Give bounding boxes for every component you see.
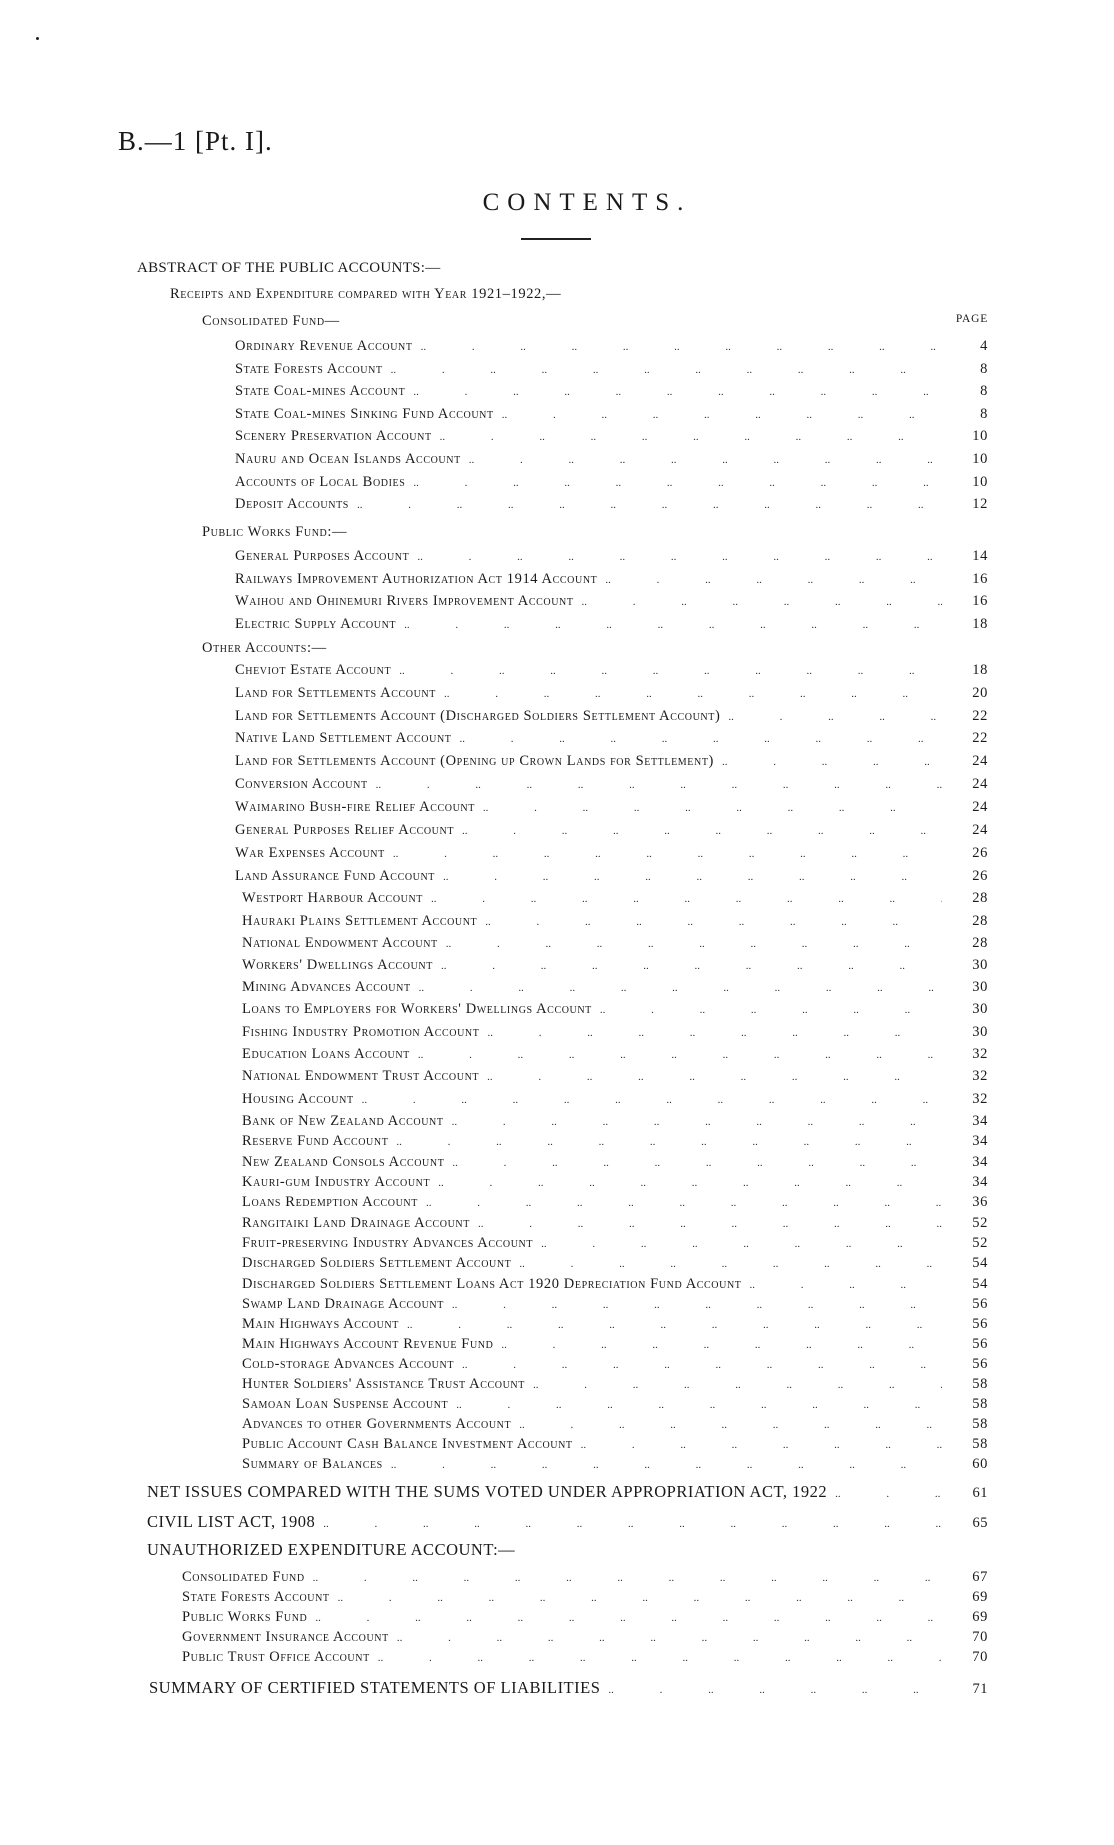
- dot-leader: [605, 570, 942, 590]
- entry-label: National Endowment Account: [242, 935, 438, 951]
- entry-label: State Forests Account: [235, 360, 383, 377]
- dot-leader: [487, 1023, 942, 1043]
- entry-page-number: 10: [972, 428, 988, 445]
- entry-page-number: 58: [972, 1436, 988, 1452]
- dot-leader: [446, 934, 942, 954]
- dot-leader: [444, 684, 942, 704]
- entry-page-number: 56: [972, 1296, 988, 1312]
- entry-page-number: 8: [980, 405, 988, 422]
- dot-leader: [397, 1628, 942, 1648]
- dot-leader: [478, 1214, 942, 1234]
- entry-page-number: 30: [972, 1001, 988, 1017]
- entry-label: Public Account Cash Balance Investment Account: [242, 1436, 573, 1452]
- dot-leader: [438, 1173, 942, 1193]
- entry-label: Cold-storage Advances Account: [242, 1356, 455, 1372]
- contents-entry: [242, 1044, 988, 1064]
- dot-leader: [485, 912, 942, 932]
- contents-entry: [235, 404, 988, 424]
- dot-leader: [582, 592, 942, 612]
- dot-leader: [396, 1132, 942, 1152]
- contents-entry: [235, 751, 988, 771]
- entry-page-number: 30: [972, 957, 988, 973]
- entry-page-number: 28: [972, 913, 988, 929]
- entry-label: Hunter Soldiers' Assistance Trust Account: [242, 1376, 525, 1392]
- entry-label: Reserve Fund Account: [242, 1133, 389, 1149]
- entry-label: Nauru and Ocean Islands Account: [235, 451, 461, 467]
- dot-leader: [728, 707, 942, 727]
- entry-page-number: 16: [972, 570, 988, 587]
- entry-label: State Forests Account: [182, 1589, 330, 1605]
- entry-label: Accounts of Local Bodies: [235, 473, 406, 490]
- contents-entry: [242, 1374, 988, 1394]
- contents-entry: [235, 569, 988, 589]
- entry-page-number: 26: [972, 868, 988, 884]
- entry-page-number: 18: [972, 662, 988, 678]
- entry-page-number: 60: [972, 1456, 988, 1472]
- contents-entry: [242, 999, 988, 1019]
- entry-label: National Endowment Trust Account: [242, 1068, 480, 1084]
- entry-label: Discharged Soldiers Settlement Account: [242, 1255, 512, 1271]
- title-rule: [521, 238, 591, 240]
- entry-label: State Coal-mines Sinking Fund Account: [235, 405, 494, 422]
- entry-label: Loans to Employers for Workers' Dwellings Account: [242, 1001, 592, 1017]
- entry-label: New Zealand Consols Account: [242, 1154, 445, 1170]
- dot-leader: [431, 889, 942, 909]
- entry-label: Discharged Soldiers Settlement Loans Act 1920 Depreciation Fund Account: [242, 1276, 742, 1292]
- consolidated-fund-heading: Consolidated Fund—: [202, 313, 340, 329]
- entry-label: Native Land Settlement Account: [235, 730, 452, 746]
- contents-entry: [242, 1172, 988, 1192]
- entry-label: Westport Harbour Account: [242, 890, 424, 906]
- contents-entry-summary: [149, 1678, 988, 1698]
- entry-page-number: 16: [972, 593, 988, 610]
- dot-leader: [404, 615, 942, 635]
- entry-page-number: 36: [972, 1194, 988, 1210]
- contents-entry: [242, 888, 988, 908]
- entry-page-number: 24: [972, 799, 988, 815]
- page-speck: [36, 37, 39, 40]
- contents-entry: [235, 706, 988, 726]
- contents-entry: [182, 1627, 988, 1647]
- dot-leader: [315, 1608, 942, 1628]
- entry-label: General Purposes Account: [235, 548, 410, 564]
- dot-leader: [452, 1112, 942, 1132]
- contents-entry: [235, 336, 988, 356]
- entry-label: Cheviot Estate Account: [235, 662, 392, 678]
- entry-page-number: 69: [972, 1589, 988, 1605]
- entry-label: Land for Settlements Account: [235, 685, 436, 701]
- dot-leader: [469, 450, 942, 470]
- contents-entry: [235, 546, 988, 566]
- abstract-heading: ABSTRACT OF THE PUBLIC ACCOUNTS:—: [137, 260, 441, 276]
- entry-label: Kauri-gum Industry Account: [242, 1174, 431, 1190]
- dot-leader: [323, 1514, 942, 1534]
- dot-leader: [443, 867, 942, 887]
- entry-page-number: 58: [972, 1376, 988, 1392]
- entry-page-number: 30: [972, 1024, 988, 1040]
- contents-entry: [242, 1111, 988, 1131]
- dot-leader: [313, 1568, 942, 1588]
- dot-leader: [391, 360, 942, 380]
- entry-label: Public Trust Office Account: [182, 1649, 370, 1665]
- entry-page-number: 34: [972, 1154, 988, 1170]
- entry-label: Mining Advances Account: [242, 979, 411, 995]
- contents-entry-civil-list: [147, 1512, 988, 1532]
- contents-entry: [235, 426, 988, 446]
- dot-leader: [391, 1455, 942, 1475]
- entry-label: Scenery Preservation Account: [235, 428, 432, 445]
- dot-leader: [440, 427, 942, 447]
- entry-label: NET ISSUES COMPARED WITH THE SUMS VOTED UNDER APPROPRIATION ACT, 1922: [147, 1482, 828, 1501]
- dot-leader: [581, 1435, 942, 1455]
- contents-entry: [242, 1131, 988, 1151]
- contents-entry: [235, 359, 988, 379]
- dot-leader: [441, 956, 942, 976]
- contents-entry: [182, 1607, 988, 1627]
- page-title: CONTENTS.: [482, 189, 692, 216]
- contents-entry: [242, 1354, 988, 1374]
- entry-label: Main Highways Account Revenue Fund: [242, 1336, 494, 1352]
- contents-entry: [242, 1213, 988, 1233]
- dot-leader: [413, 382, 942, 402]
- entry-page-number: 65: [972, 1515, 988, 1531]
- dot-leader: [533, 1375, 942, 1395]
- contents-entry: [235, 728, 988, 748]
- entry-page-number: 67: [972, 1569, 988, 1585]
- entry-label: Loans Redemption Account: [242, 1194, 418, 1210]
- entry-page-number: 58: [972, 1396, 988, 1412]
- dot-leader: [452, 1153, 942, 1173]
- entry-page-number: 52: [972, 1235, 988, 1251]
- entry-page-number: 52: [972, 1215, 988, 1231]
- entry-label: Housing Account: [242, 1091, 354, 1107]
- entry-page-number: 10: [972, 473, 988, 490]
- entry-page-number: 18: [972, 615, 988, 632]
- entry-label: Land Assurance Fund Account: [235, 868, 436, 884]
- entry-page-number: 34: [972, 1113, 988, 1129]
- dot-leader: [399, 661, 942, 681]
- entry-page-number: 22: [972, 708, 988, 724]
- document-reference: B.—1 [Pt. I].: [118, 126, 273, 156]
- contents-entry: [242, 1294, 988, 1314]
- entry-page-number: 70: [972, 1649, 988, 1665]
- contents-entry: [235, 472, 988, 492]
- contents-entry: [235, 591, 988, 611]
- contents-entry: [242, 1334, 988, 1354]
- entry-page-number: 32: [972, 1068, 988, 1084]
- dot-leader: [456, 1395, 942, 1415]
- entry-label: Bank of New Zealand Account: [242, 1113, 444, 1129]
- dot-leader: [519, 1254, 942, 1274]
- dot-leader: [426, 1193, 942, 1213]
- entry-page-number: 24: [972, 753, 988, 769]
- contents-entry: [242, 1314, 988, 1334]
- contents-entry: [242, 911, 988, 931]
- contents-entry: [242, 1022, 988, 1042]
- contents-entry: [235, 683, 988, 703]
- entry-label: Government Insurance Account: [182, 1629, 389, 1645]
- dot-leader: [378, 1648, 942, 1668]
- contents-entry: [235, 820, 988, 840]
- contents-entry: [235, 797, 988, 817]
- entry-label: Hauraki Plains Settlement Account: [242, 913, 478, 929]
- contents-entry: [182, 1587, 988, 1607]
- public-works-fund-heading: Public Works Fund:—: [202, 524, 348, 540]
- dot-leader: [608, 1680, 942, 1700]
- contents-entry: [235, 866, 988, 886]
- page-column-label: PAGE: [955, 313, 989, 325]
- entry-label: Public Works Fund: [182, 1609, 308, 1625]
- contents-entry: [235, 494, 988, 514]
- entry-page-number: 30: [972, 979, 988, 995]
- entry-label: Fruit-preserving Industry Advances Account: [242, 1235, 534, 1251]
- dot-leader: [541, 1234, 942, 1254]
- dot-leader: [417, 547, 942, 567]
- entry-label: Waimarino Bush-fire Relief Account: [235, 799, 475, 815]
- contents-entry: [235, 843, 988, 863]
- entry-label: SUMMARY OF CERTIFIED STATEMENTS OF LIABILITIES: [149, 1678, 601, 1697]
- entry-page-number: 70: [972, 1629, 988, 1645]
- dot-leader: [749, 1275, 942, 1295]
- entry-page-number: 32: [972, 1046, 988, 1062]
- entry-label: Electric Supply Account: [235, 615, 397, 632]
- entry-label: Conversion Account: [235, 776, 368, 792]
- entry-page-number: 56: [972, 1336, 988, 1352]
- entry-page-number: 56: [972, 1316, 988, 1332]
- entry-label: Consolidated Fund: [182, 1569, 305, 1585]
- entry-page-number: 56: [972, 1356, 988, 1372]
- dot-leader: [501, 1335, 942, 1355]
- dot-leader: [483, 798, 942, 818]
- dot-leader: [459, 729, 942, 749]
- dot-leader: [338, 1588, 942, 1608]
- contents-entry: [242, 1192, 988, 1212]
- dot-leader: [413, 473, 942, 493]
- entry-page-number: 26: [972, 845, 988, 861]
- entry-label: Fishing Industry Promotion Account: [242, 1024, 480, 1040]
- contents-entry: [242, 1089, 988, 1109]
- contents-entry: [242, 1414, 988, 1434]
- entry-page-number: 22: [972, 730, 988, 746]
- entry-page-number: 34: [972, 1174, 988, 1190]
- contents-entry: [182, 1567, 988, 1587]
- entry-label: Deposit Accounts: [235, 496, 349, 513]
- entry-label: Swamp Land Drainage Account: [242, 1296, 444, 1312]
- entry-page-number: 4: [980, 338, 988, 354]
- abstract-subheading: Receipts and Expenditure compared with Year 1921–1922,—: [170, 286, 562, 302]
- entry-label: Workers' Dwellings Account: [242, 957, 433, 973]
- entry-page-number: 32: [972, 1091, 988, 1107]
- dot-leader: [835, 1484, 942, 1504]
- contents-entry: [242, 933, 988, 953]
- entry-label: General Purposes Relief Account: [235, 822, 455, 838]
- unauthorized-expenditure-heading: UNAUTHORIZED EXPENDITURE ACCOUNT:—: [147, 1540, 516, 1559]
- entry-label: Main Highways Account: [242, 1316, 399, 1332]
- dot-leader: [600, 1000, 942, 1020]
- dot-leader: [722, 752, 942, 772]
- entry-label: Ordinary Revenue Account: [235, 338, 413, 354]
- contents-entry: [235, 449, 988, 469]
- dot-leader: [393, 844, 942, 864]
- other-accounts-heading: Other Accounts:—: [202, 640, 327, 656]
- dot-leader: [462, 1355, 942, 1375]
- entry-page-number: 34: [972, 1133, 988, 1149]
- dot-leader: [452, 1295, 942, 1315]
- entry-page-number: 71: [972, 1681, 988, 1697]
- contents-entry: [242, 1274, 988, 1294]
- entry-page-number: 24: [972, 822, 988, 838]
- contents-entry: [235, 660, 988, 680]
- dot-leader: [357, 495, 942, 515]
- dot-leader: [462, 821, 942, 841]
- entry-page-number: 24: [972, 776, 988, 792]
- entry-page-number: 8: [980, 360, 988, 377]
- dot-leader: [376, 775, 942, 795]
- entry-page-number: 54: [972, 1276, 988, 1292]
- contents-entry: [235, 774, 988, 794]
- entry-page-number: 28: [972, 935, 988, 951]
- dot-leader: [362, 1090, 942, 1110]
- entry-label: CIVIL LIST ACT, 1908: [147, 1512, 316, 1531]
- entry-label: Advances to other Governments Account: [242, 1416, 512, 1432]
- entry-label: Railways Improvement Authorization Act 1914 Account: [235, 570, 598, 587]
- entry-page-number: 20: [972, 685, 988, 701]
- entry-label: Summary of Balances: [242, 1456, 383, 1472]
- contents-entry: [242, 1394, 988, 1414]
- entry-page-number: 14: [972, 548, 988, 564]
- entry-page-number: 69: [972, 1609, 988, 1625]
- dot-leader: [421, 337, 942, 357]
- dot-leader: [519, 1415, 942, 1435]
- entry-page-number: 61: [972, 1485, 988, 1501]
- contents-entry: [242, 977, 988, 997]
- contents-entry: [242, 1152, 988, 1172]
- contents-entry: [242, 1434, 988, 1454]
- contents-entry: [242, 1233, 988, 1253]
- entry-page-number: 28: [972, 890, 988, 906]
- contents-entry-net-issues: [147, 1482, 988, 1502]
- dot-leader: [419, 978, 942, 998]
- entry-page-number: 58: [972, 1416, 988, 1432]
- contents-entry: [242, 1253, 988, 1273]
- entry-label: Samoan Loan Suspense Account: [242, 1396, 449, 1412]
- contents-entry: [242, 955, 988, 975]
- dot-leader: [418, 1045, 942, 1065]
- contents-entry: [235, 614, 988, 634]
- entry-label: Land for Settlements Account (Opening up Crown Lands for Settlement): [235, 753, 714, 769]
- entry-page-number: 54: [972, 1255, 988, 1271]
- entry-label: War Expenses Account: [235, 845, 385, 861]
- dot-leader: [502, 405, 942, 425]
- contents-entry: [182, 1647, 988, 1667]
- entry-label: Land for Settlements Account (Discharged Soldiers Settlement Account): [235, 708, 721, 724]
- entry-page-number: 12: [972, 496, 988, 513]
- entry-label: State Coal-mines Account: [235, 383, 406, 400]
- entry-page-number: 8: [980, 383, 988, 400]
- contents-entry: [242, 1454, 988, 1474]
- contents-entry: [242, 1066, 988, 1086]
- entry-label: Education Loans Account: [242, 1046, 410, 1062]
- dot-leader: [487, 1067, 942, 1087]
- entry-page-number: 10: [972, 451, 988, 467]
- contents-entry: [235, 381, 988, 401]
- entry-label: Rangitaiki Land Drainage Account: [242, 1215, 470, 1231]
- dot-leader: [407, 1315, 942, 1335]
- entry-label: Waihou and Ohinemuri Rivers Improvement Account: [235, 593, 574, 610]
